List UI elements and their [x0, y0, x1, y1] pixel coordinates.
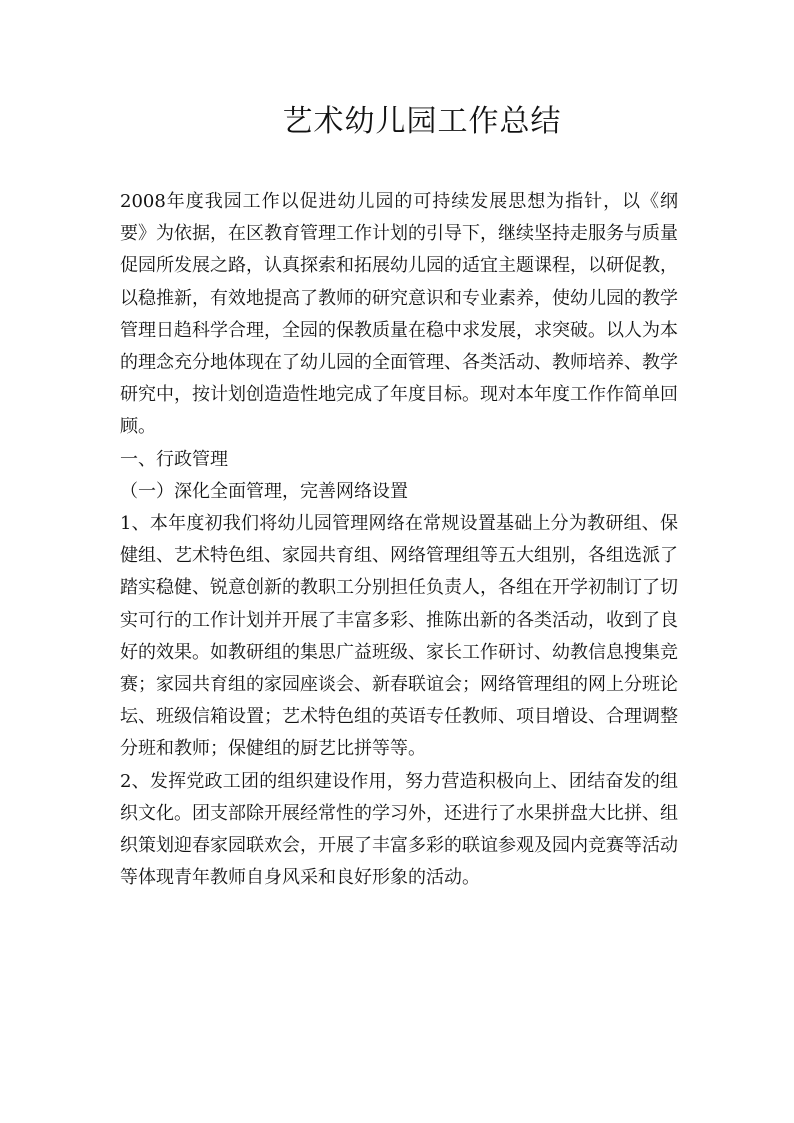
section-heading: 一、行政管理 [120, 448, 228, 470]
document-title: 艺术幼儿园工作总结 [282, 104, 562, 139]
body-paragraph: 2、发挥党政工团的组织建设作用，努力营造积极向上、团结奋发的组织文化。团支部除开展经常性的学习外，还进行了水果拼盘大比拼、组织策划迎春家园联欢会，开展了丰富多彩的联谊参观及园内竞赛等活动等体现青年教师自身风采和良好形象的活动。 [120, 770, 678, 889]
body-paragraph: 1、本年度初我们将幼儿园管理网络在常规设置基础上分为教研组、保健组、艺术特色组、家园共育组、网络管理组等五大组别，各组选派了踏实稳健、锐意创新的教职工分别担任负责人，各组在开学初制订了切实可行的工作计划并开展了丰富多彩、推陈出新的各类活动，收到了良好的效果。如教研组的集思广益班级、家长工作研讨、幼教信息搜集竞赛；家园共育组的家园座谈会、新春联谊会；网络管理组的网上分班论坛、班级信箱设置；艺术特色组的英语专任教师、项目增设、合理调整分班和教师；保健组的厨艺比拼等等。 [120, 513, 678, 760]
intro-paragraph: 2008年度我园工作以促进幼儿园的可持续发展思想为指针，以《纲要》为依据，在区教育管理工作计划的引导下，继续坚持走服务与质量促园所发展之路，认真探索和拓展幼儿园的适宜主题课程，以研促教，以稳推新，有效地提高了教师的研究意识和专业素养，使幼儿园的教学管理日趋科学合理，全园的保教质量在稳中求发展，求突破。以人为本的理念充分地体现在了幼儿园的全面管理、各类活动、教师培养、教学研究中，按计划创造造性地完成了年度目标。现对本年度工作作简单回顾。 [120, 191, 678, 438]
document-body [120, 186, 678, 894]
subsection-heading: （一）深化全面管理，完善网络设置 [120, 480, 408, 502]
